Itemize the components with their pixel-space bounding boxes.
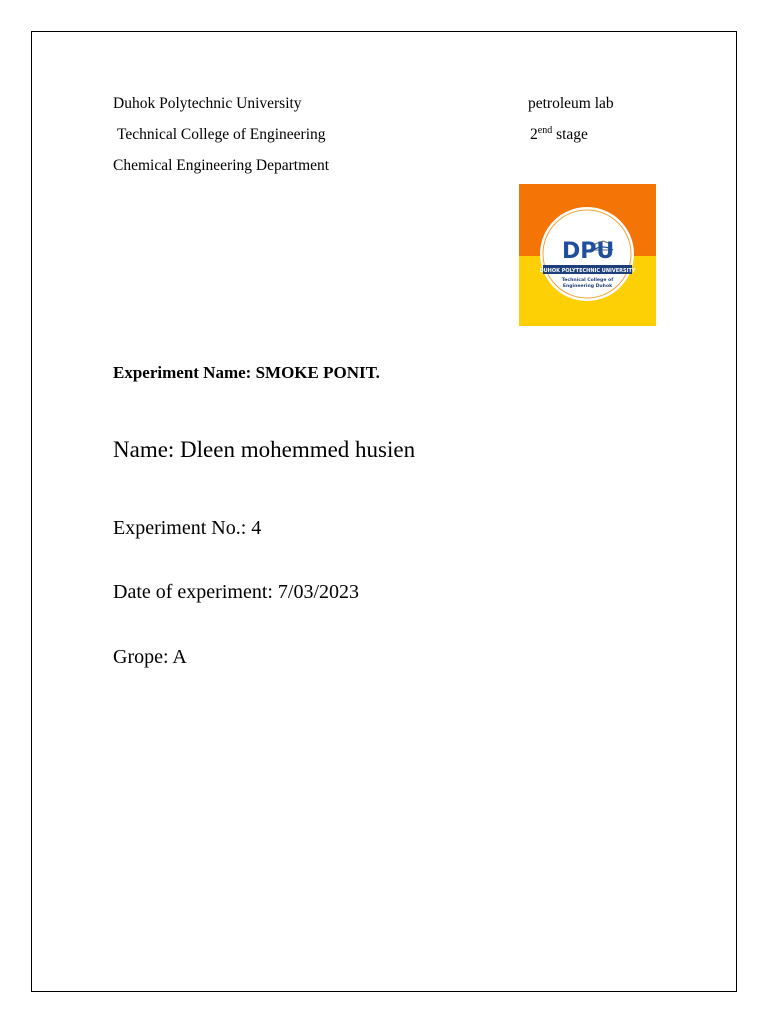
- experiment-title: Experiment Name: SMOKE PONIT.: [113, 363, 380, 382]
- logo-caption-line1: Technical College of: [561, 278, 614, 283]
- college-logo: [519, 184, 656, 326]
- student-name: Name: Dleen mohemmed husien: [113, 437, 416, 462]
- logo-monogram: DPU: [562, 239, 615, 264]
- stage-number: 2: [530, 126, 538, 143]
- stage-suffix: end: [537, 125, 553, 136]
- university-name: Duhok Polytechnic University: [113, 95, 302, 112]
- stage-word: stage: [556, 126, 588, 143]
- lab-name: petroleum lab: [528, 95, 614, 112]
- logo-banner-text: DUHOK POLYTECHNIC UNIVERSITY: [539, 268, 636, 274]
- experiment-date: Date of experiment: 7/03/2023: [113, 581, 360, 603]
- experiment-number: Experiment No.: 4: [113, 517, 262, 539]
- college-name: Technical College of Engineering: [117, 126, 326, 143]
- group-label: Grope: A: [113, 646, 187, 668]
- department-name: Chemical Engineering Department: [113, 157, 330, 174]
- logo-caption-line2: Engineering Duhok: [562, 284, 613, 289]
- stage-label: [530, 125, 588, 145]
